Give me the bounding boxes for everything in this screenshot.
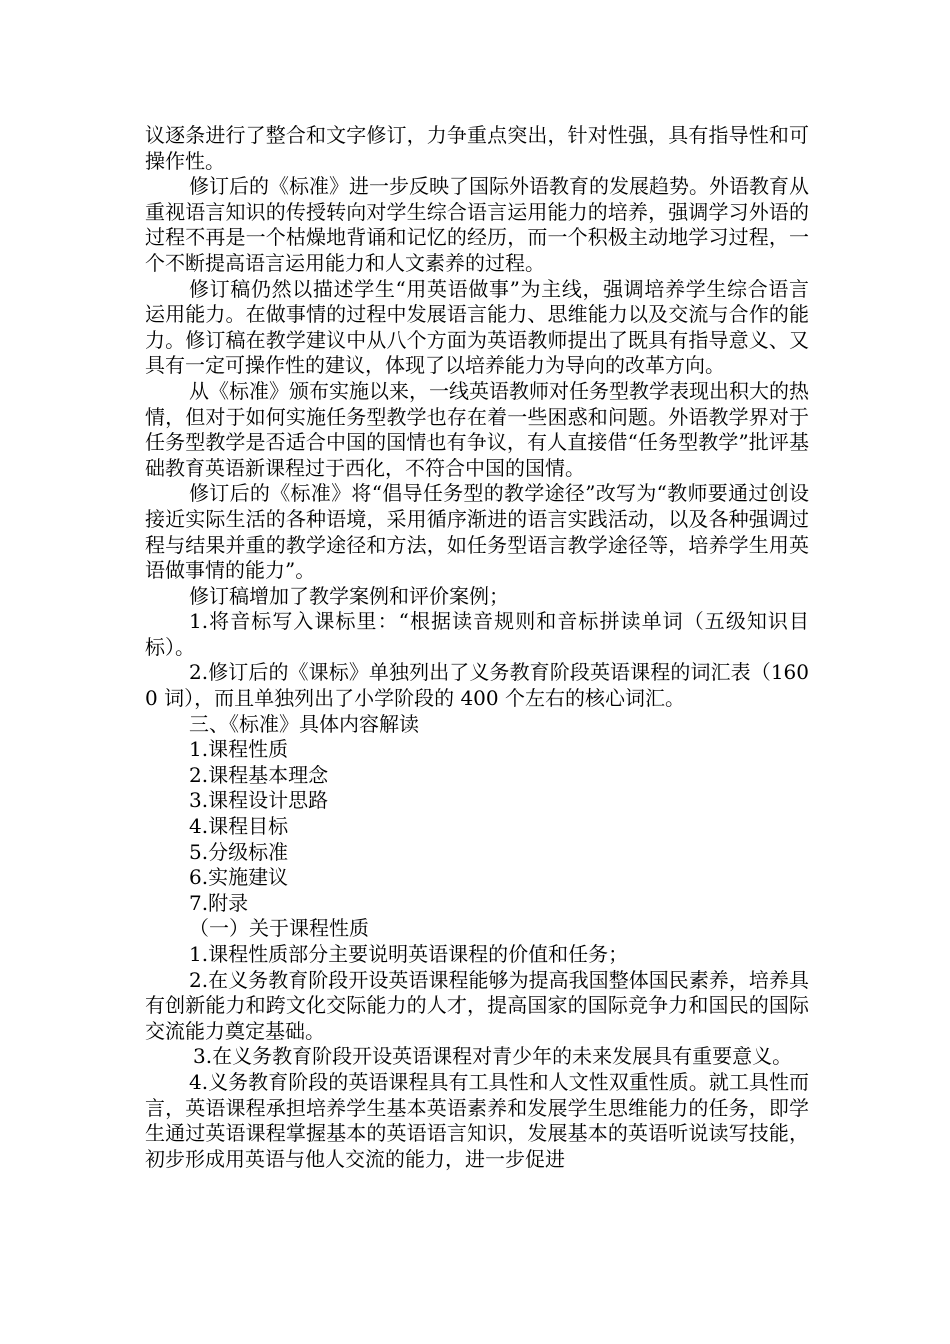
document-body (145, 123, 809, 1172)
list-item: 1.课程性质 (189, 737, 289, 762)
list-item: 7.附录 (189, 890, 249, 915)
list-item: 3.课程设计思路 (189, 788, 329, 813)
paragraph-7: 1.将音标写入课标里：“根据读音规则和音标拼读单词（五级知识目标）。 (145, 609, 809, 659)
paragraph-4: 从《标准》颁布实施以来，一线英语教师对任务型教学表现出积大的热情，但对于如何实施任务型教学也存在着一些困惑和问题。外语教学界对于任务型教学是否适合中国的国情也有争议，有人直接借“任务型教学”批评基础教育英语新课程过于西化，不符合中国的国情。 (145, 378, 809, 480)
paragraph-5: 修订后的《标准》将“倡导任务型的教学途径”改写为“教师要通过创设接近实际生活的各种语境，采用循序渐进的语言实践活动，以及各种强调过程与结果并重的教学途径和方法，如任务型语言教学途径等，培养学生用英语做事情的能力”。 (145, 481, 809, 583)
list-item: 2.课程基本理念 (189, 762, 329, 787)
paragraph-nature-2: 2.在义务教育阶段开设英语课程能够为提高我国整体国民素养，培养具有创新能力和跨文化交际能力的人才，提高国家的国际竞争力和国民的国际交流能力奠定基础。 (145, 967, 809, 1043)
paragraph-nature-3: 3.在义务教育阶段开设英语课程对青少年的未来发展具有重要意义。 (193, 1044, 793, 1069)
paragraph-8: 2.修订后的《课标》单独列出了义务教育阶段英语课程的词汇表（1600 词），而且单独列出了小学阶段的 400 个左右的核心词汇。 (145, 660, 809, 711)
section-heading: 三、《标准》具体内容解读 (189, 711, 419, 736)
paragraph-nature-1: 1.课程性质部分主要说明英语课程的价值和任务； (189, 942, 629, 966)
list-item: 4.课程目标 (189, 814, 289, 839)
paragraph-3: 修订稿仍然以描述学生“用英语做事”为主线，强调培养学生综合语言运用能力。在做事情的过程中发展语言能力、思维能力以及交流与合作的能力。修订稿在教学建议中从八个方面为英语教师提出了既具有指导意义、又具有一定可操作性的建议，体现了以培养能力为导向的改革方向。 (145, 276, 809, 378)
paragraph-1: 议逐条进行了整合和文字修订，力争重点突出，针对性强，具有指导性和可操作性。 (145, 123, 809, 173)
paragraph-nature-4: 4.义务教育阶段的英语课程具有工具性和人文性双重性质。就工具性而言，英语课程承担培养学生基本英语素养和发展学生思维能力的任务，即学生通过英语课程掌握基本的英语语言知识，发展基本的英语听说读写技能，初步形成用英语与他人交流的能力，进一步促进 (145, 1069, 809, 1171)
subsection-heading: （一）关于课程性质 (189, 916, 369, 941)
list-item: 6.实施建议 (189, 865, 289, 890)
list-item: 5.分级标准 (189, 839, 289, 864)
paragraph-6: 修订稿增加了教学案例和评价案例； (189, 583, 509, 608)
paragraph-2: 修订后的《标准》进一步反映了国际外语教育的发展趋势。外语教育从重视语言知识的传授转向对学生综合语言运用能力的培养，强调学习外语的过程不再是一个枯燥地背诵和记忆的经历，而一个积极主动地学习过程，一个不断提高语言运用能力和人文素养的过程。 (145, 174, 809, 275)
